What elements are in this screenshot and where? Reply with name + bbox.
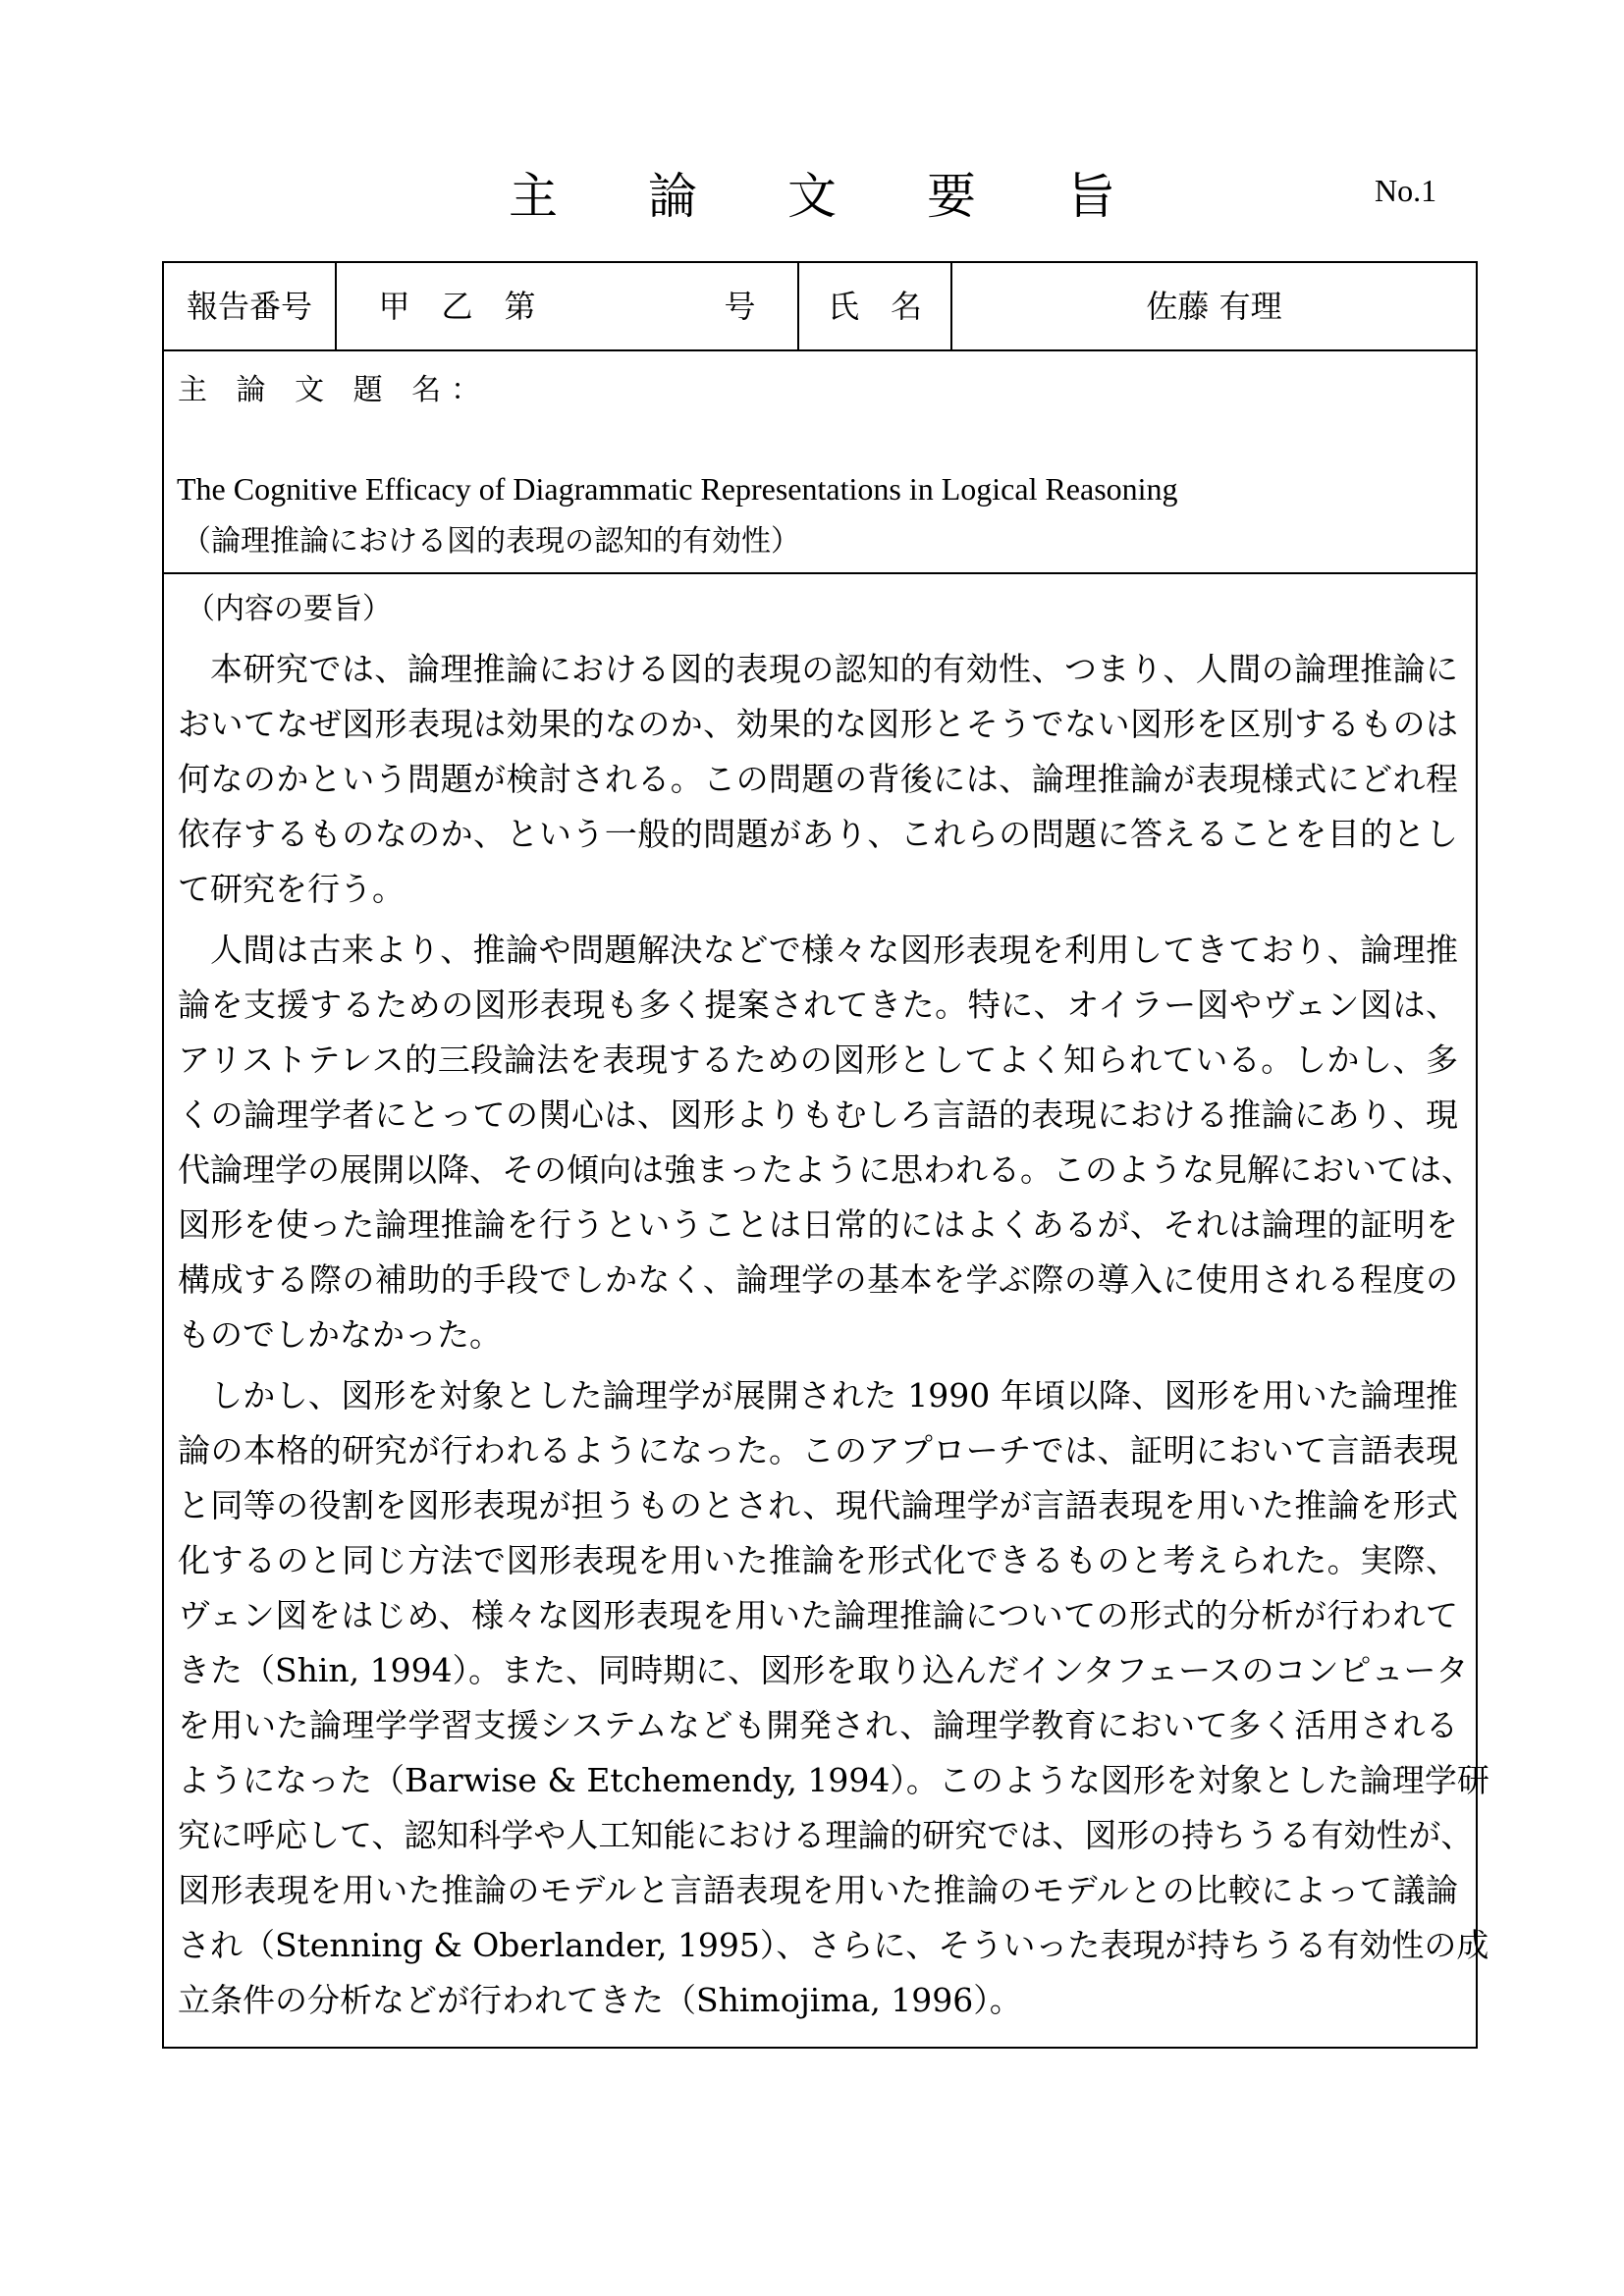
divider xyxy=(164,349,1476,351)
text-line: ヴェン図をはじめ、様々な図形表現を用いた論理推論についての形式的分析が行われて xyxy=(178,1596,1458,1634)
title-char: 文 xyxy=(787,168,837,225)
text-line: て研究を行う。 xyxy=(178,870,405,908)
author-name: 佐藤 有理 xyxy=(1146,288,1282,325)
text-line: しかし、図形を対象とした論理学が展開された 1990 年頃以降、図形を用いた論理推 xyxy=(210,1376,1458,1415)
summary-label: （内容の要旨） xyxy=(186,592,392,626)
text-line: 構成する際の補助的手段でしかなく、論理学の基本を学ぶ際の導入に使用される程度の xyxy=(178,1260,1458,1299)
text-line: 論の本格的研究が行われるようになった。このアプローチでは、証明において言語表現 xyxy=(178,1431,1459,1469)
text-line: され（Stenning & Oberlander, 1995）、さらに、そういった表現が持ちうる有効性の成 xyxy=(178,1926,1489,1964)
text-line: アリストテレス的三段論法を表現するための図形としてよく知られている。しかし、多 xyxy=(178,1041,1458,1079)
text-line: 論を支援するための図形表現も多く提案されてきた。特に、オイラー図やヴェン図は、 xyxy=(178,986,1458,1024)
title-char: 論 xyxy=(648,168,697,225)
summary-form-table xyxy=(162,261,1489,2049)
thesis-title-japanese: （論理推論における図的表現の認知的有効性） xyxy=(182,524,800,559)
text-line: 究に呼応して、認知科学や人工知能における理論的研究では、図形の持ちうる有効性が、 xyxy=(178,1816,1474,1854)
text-line: 図形表現を用いた推論のモデルと言語表現を用いた推論のモデルとの比較によって議論 xyxy=(178,1871,1458,1909)
text-line: おいてなぜ図形表現は効果的なのか、効果的な図形とそうでない図形を区別するものは xyxy=(178,705,1458,743)
summary-paragraph xyxy=(178,1368,1489,2028)
text-line: 何なのかという問題が検討される。この問題の背後には、論理推論が表現様式にどれ程 xyxy=(178,760,1459,798)
text-line: きた（Shin, 1994）。また、同時期に、図形を取り込んだインタフェースのコンピュータ xyxy=(178,1651,1469,1689)
summary-content xyxy=(178,583,1489,2028)
title-char: 旨 xyxy=(1066,168,1115,225)
summary-paragraph xyxy=(178,923,1474,1362)
text-line: 本研究では、論理推論における図的表現の認知的有効性、つまり、人間の論理推論に xyxy=(210,650,1458,688)
text-line: 図形を使った論理推論を行うということは日常的にはよくあるが、それは論理的証明を xyxy=(178,1205,1458,1244)
text-line: くの論理学者にとっての関心は、図形よりもむしろ言語的表現における推論にあり、現 xyxy=(178,1095,1458,1134)
text-line: と同等の役割を図形表現が担うものとされ、現代論理学が言語表現を用いた推論を形式 xyxy=(178,1486,1458,1524)
text-line: 人間は古来より、推論や問題解決などで様々な図形表現を利用してきており、論理推 xyxy=(210,931,1458,969)
page-number: No.1 xyxy=(1375,173,1437,208)
text-line: 代論理学の展開以降、その傾向は強まったように思われる。このような見解においては、 xyxy=(178,1150,1474,1189)
report-number-label: 報告番号 xyxy=(186,288,312,325)
text-line: ようになった（Barwise & Etchemendy, 1994）。このような図形を対象とした論理学研 xyxy=(178,1761,1489,1799)
name-label: 氏 名 xyxy=(827,288,922,325)
text-line: を用いた論理学学習支援システムなども開発され、論理学教育において多く活用される xyxy=(178,1706,1458,1744)
thesis-title-english: The Cognitive Efficacy of Diagrammatic Representations in Logical Reasoning xyxy=(177,471,1178,507)
report-number-value: 甲 乙 第 号 xyxy=(378,288,756,325)
thesis-title-label: 主 論 文 題 名： xyxy=(178,373,491,407)
text-line: 依存するものなのか、という一般的問題があり、これらの問題に答えることを目的とし xyxy=(178,815,1458,853)
summary-paragraph xyxy=(178,642,1458,917)
title-char: 要 xyxy=(927,168,976,225)
text-line: 化するのと同じ方法で図形表現を用いた推論を形式化できるものと考えられた。実際、 xyxy=(178,1541,1458,1579)
title-char: 主 xyxy=(509,168,558,225)
divider xyxy=(164,572,1476,574)
text-line: 立条件の分析などが行われてきた（Shimojima, 1996）。 xyxy=(178,1981,1022,2019)
text-line: ものでしかなかった。 xyxy=(178,1315,502,1354)
